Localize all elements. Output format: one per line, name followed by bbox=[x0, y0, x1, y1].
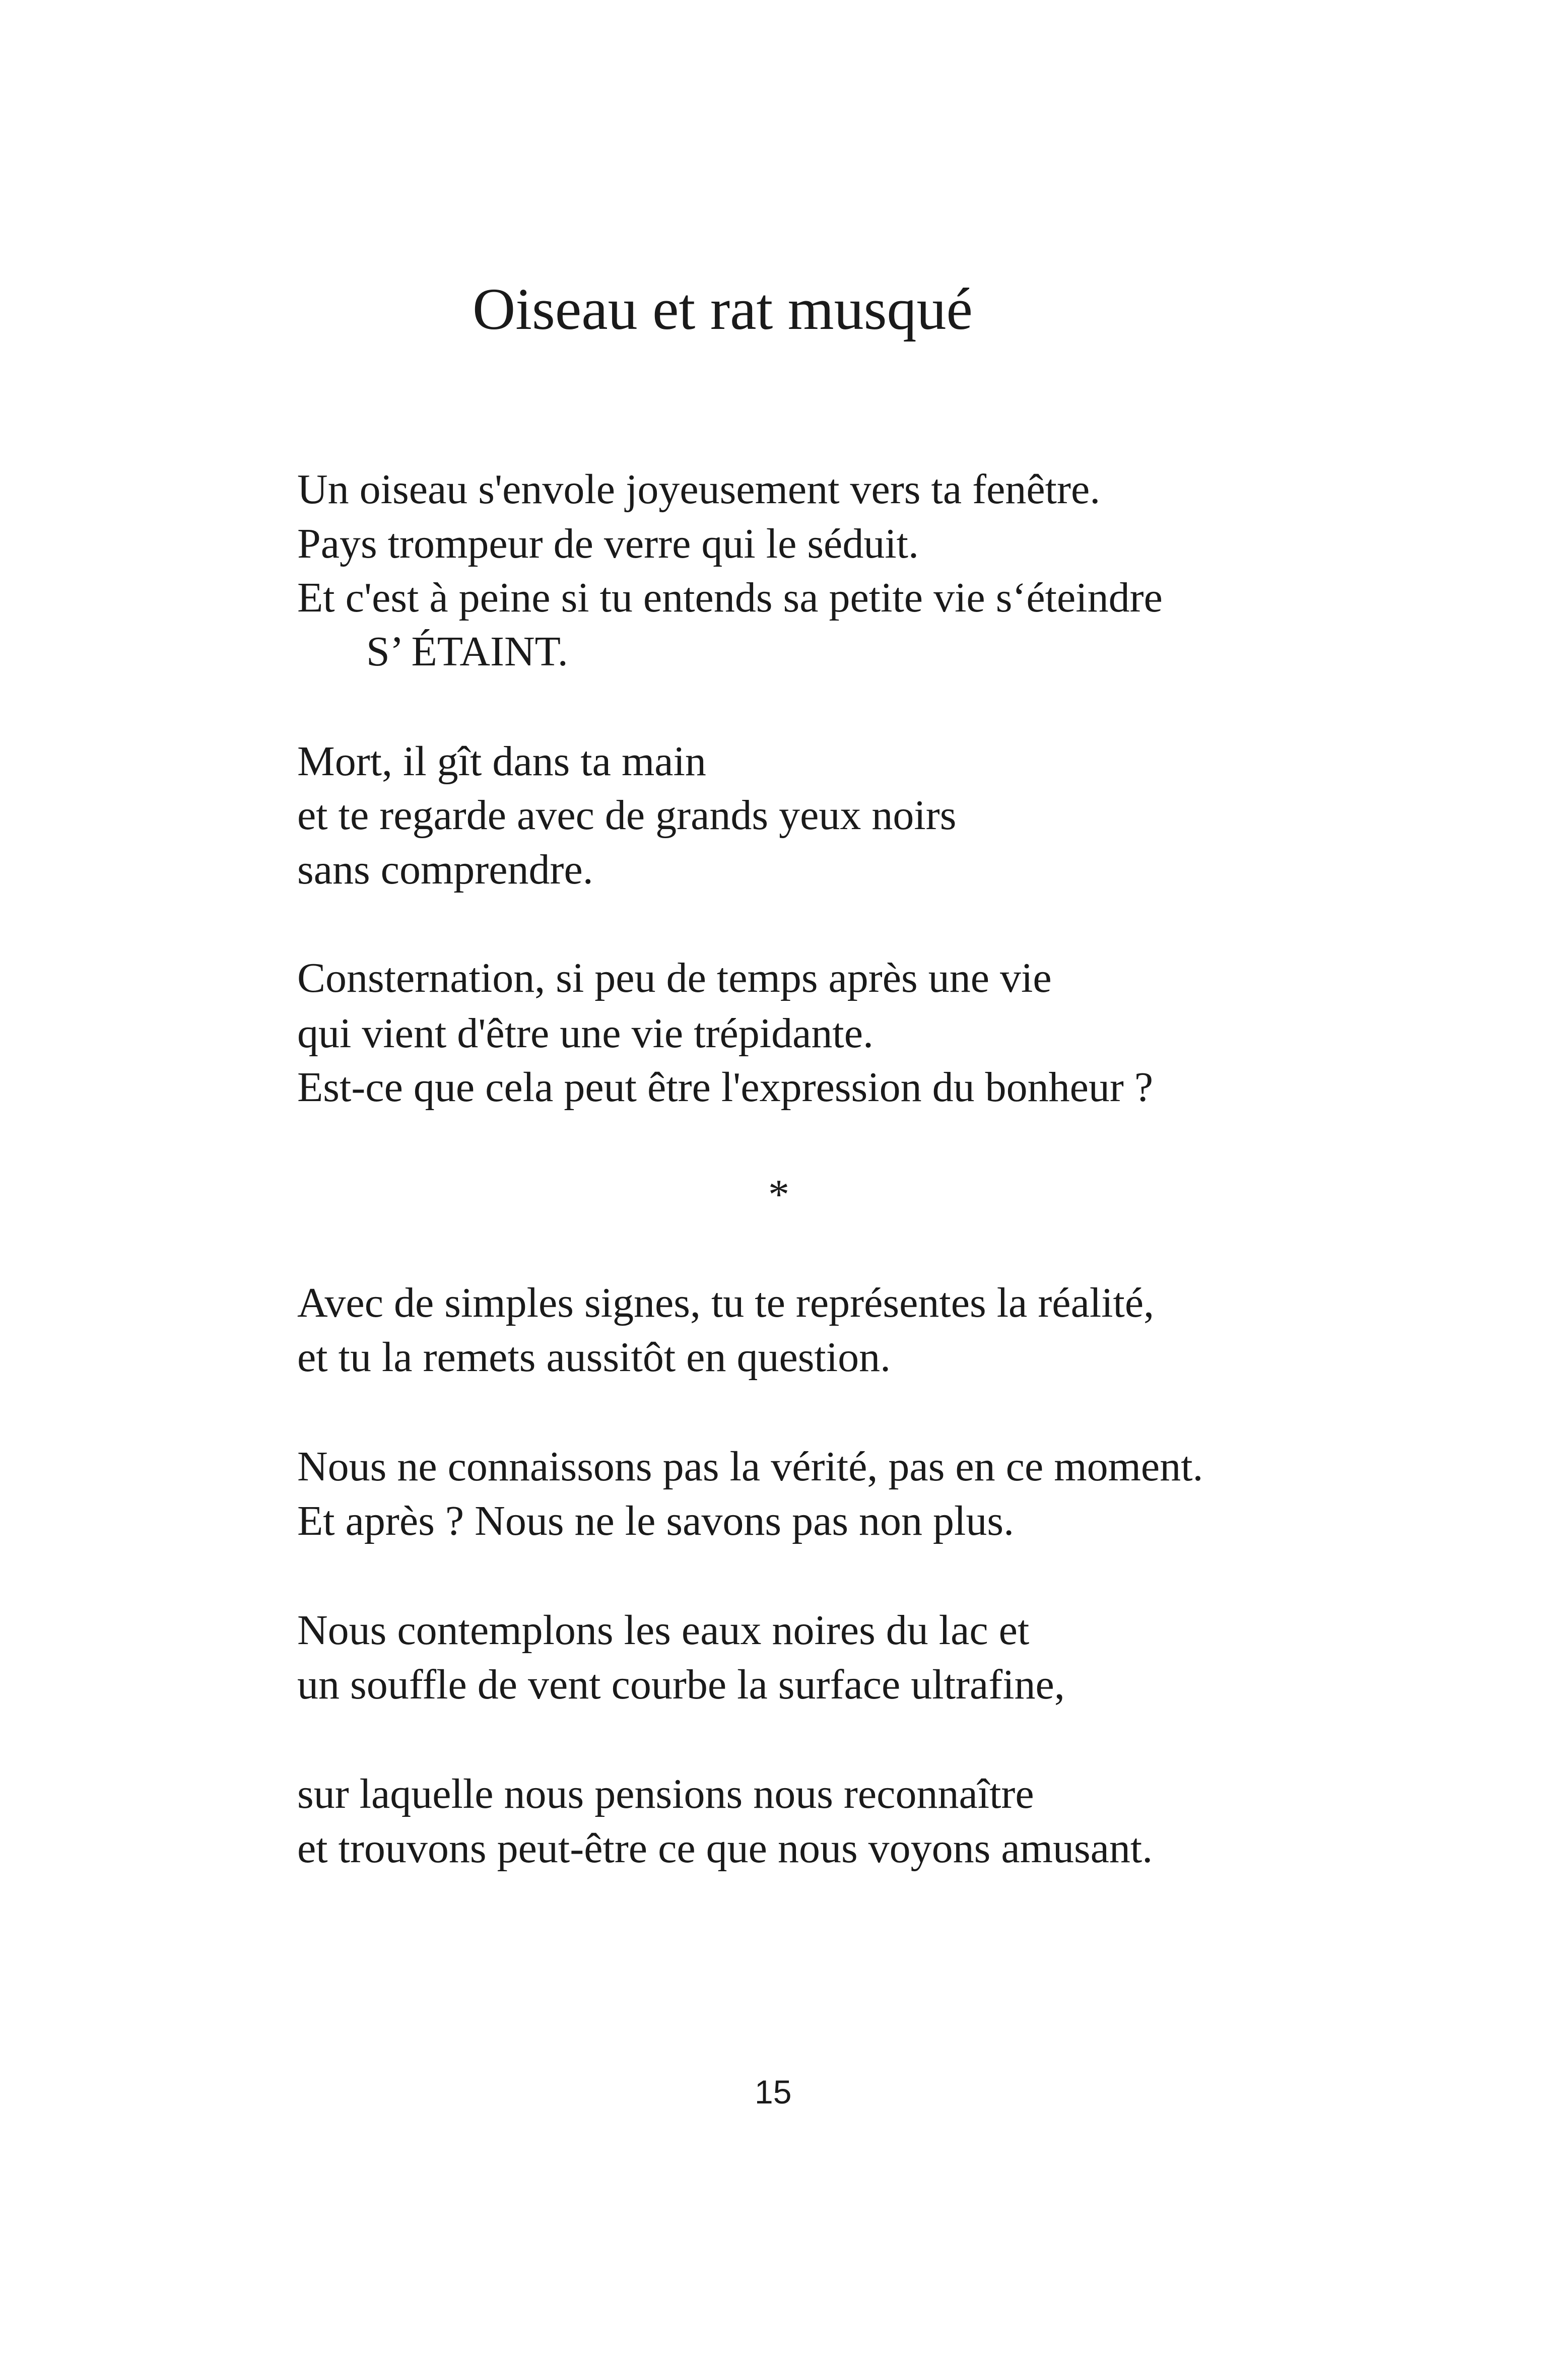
poem-line: S’ ÉTAINT. bbox=[366, 628, 568, 675]
poem-line: Est-ce que cela peut être l'expression du bonheur ? bbox=[297, 1064, 1154, 1111]
poem-line: Et après ? Nous ne le savons pas non plus. bbox=[297, 1498, 1015, 1544]
page-number: 15 bbox=[755, 2073, 792, 2111]
poem-line: et tu la remets aussitôt en question. bbox=[297, 1334, 891, 1381]
section-separator: * bbox=[768, 1171, 789, 1218]
poem-line: Avec de simples signes, tu te représentes la réalité, bbox=[297, 1279, 1155, 1326]
poem-title: Oiseau et rat musqué bbox=[473, 276, 973, 342]
poem-line: Consternation, si peu de temps après une vie bbox=[297, 955, 1052, 1001]
poem-line: un souffle de vent courbe la surface ultrafine, bbox=[297, 1661, 1065, 1708]
poem-line: Pays trompeur de verre qui le séduit. bbox=[297, 520, 919, 567]
poem-line: et te regarde avec de grands yeux noirs bbox=[297, 792, 957, 839]
poem-line: Nous ne connaissons pas la vérité, pas en ce moment. bbox=[297, 1443, 1203, 1490]
poem-line: Un oiseau s'envole joyeusement vers ta fenêtre. bbox=[297, 466, 1101, 513]
poem-line: sans comprendre. bbox=[297, 846, 593, 893]
poem-line: Nous contemplons les eaux noires du lac et bbox=[297, 1607, 1030, 1654]
poem-line: qui vient d'être une vie trépidante. bbox=[297, 1010, 874, 1057]
poem-line: Mort, il gît dans ta main bbox=[297, 738, 706, 785]
poem-line: et trouvons peut-être ce que nous voyons amusant. bbox=[297, 1825, 1153, 1872]
poem-line: Et c'est à peine si tu entends sa petite vie s‘éteindre bbox=[297, 574, 1163, 621]
poem-line: sur laquelle nous pensions nous reconnaître bbox=[297, 1771, 1034, 1817]
